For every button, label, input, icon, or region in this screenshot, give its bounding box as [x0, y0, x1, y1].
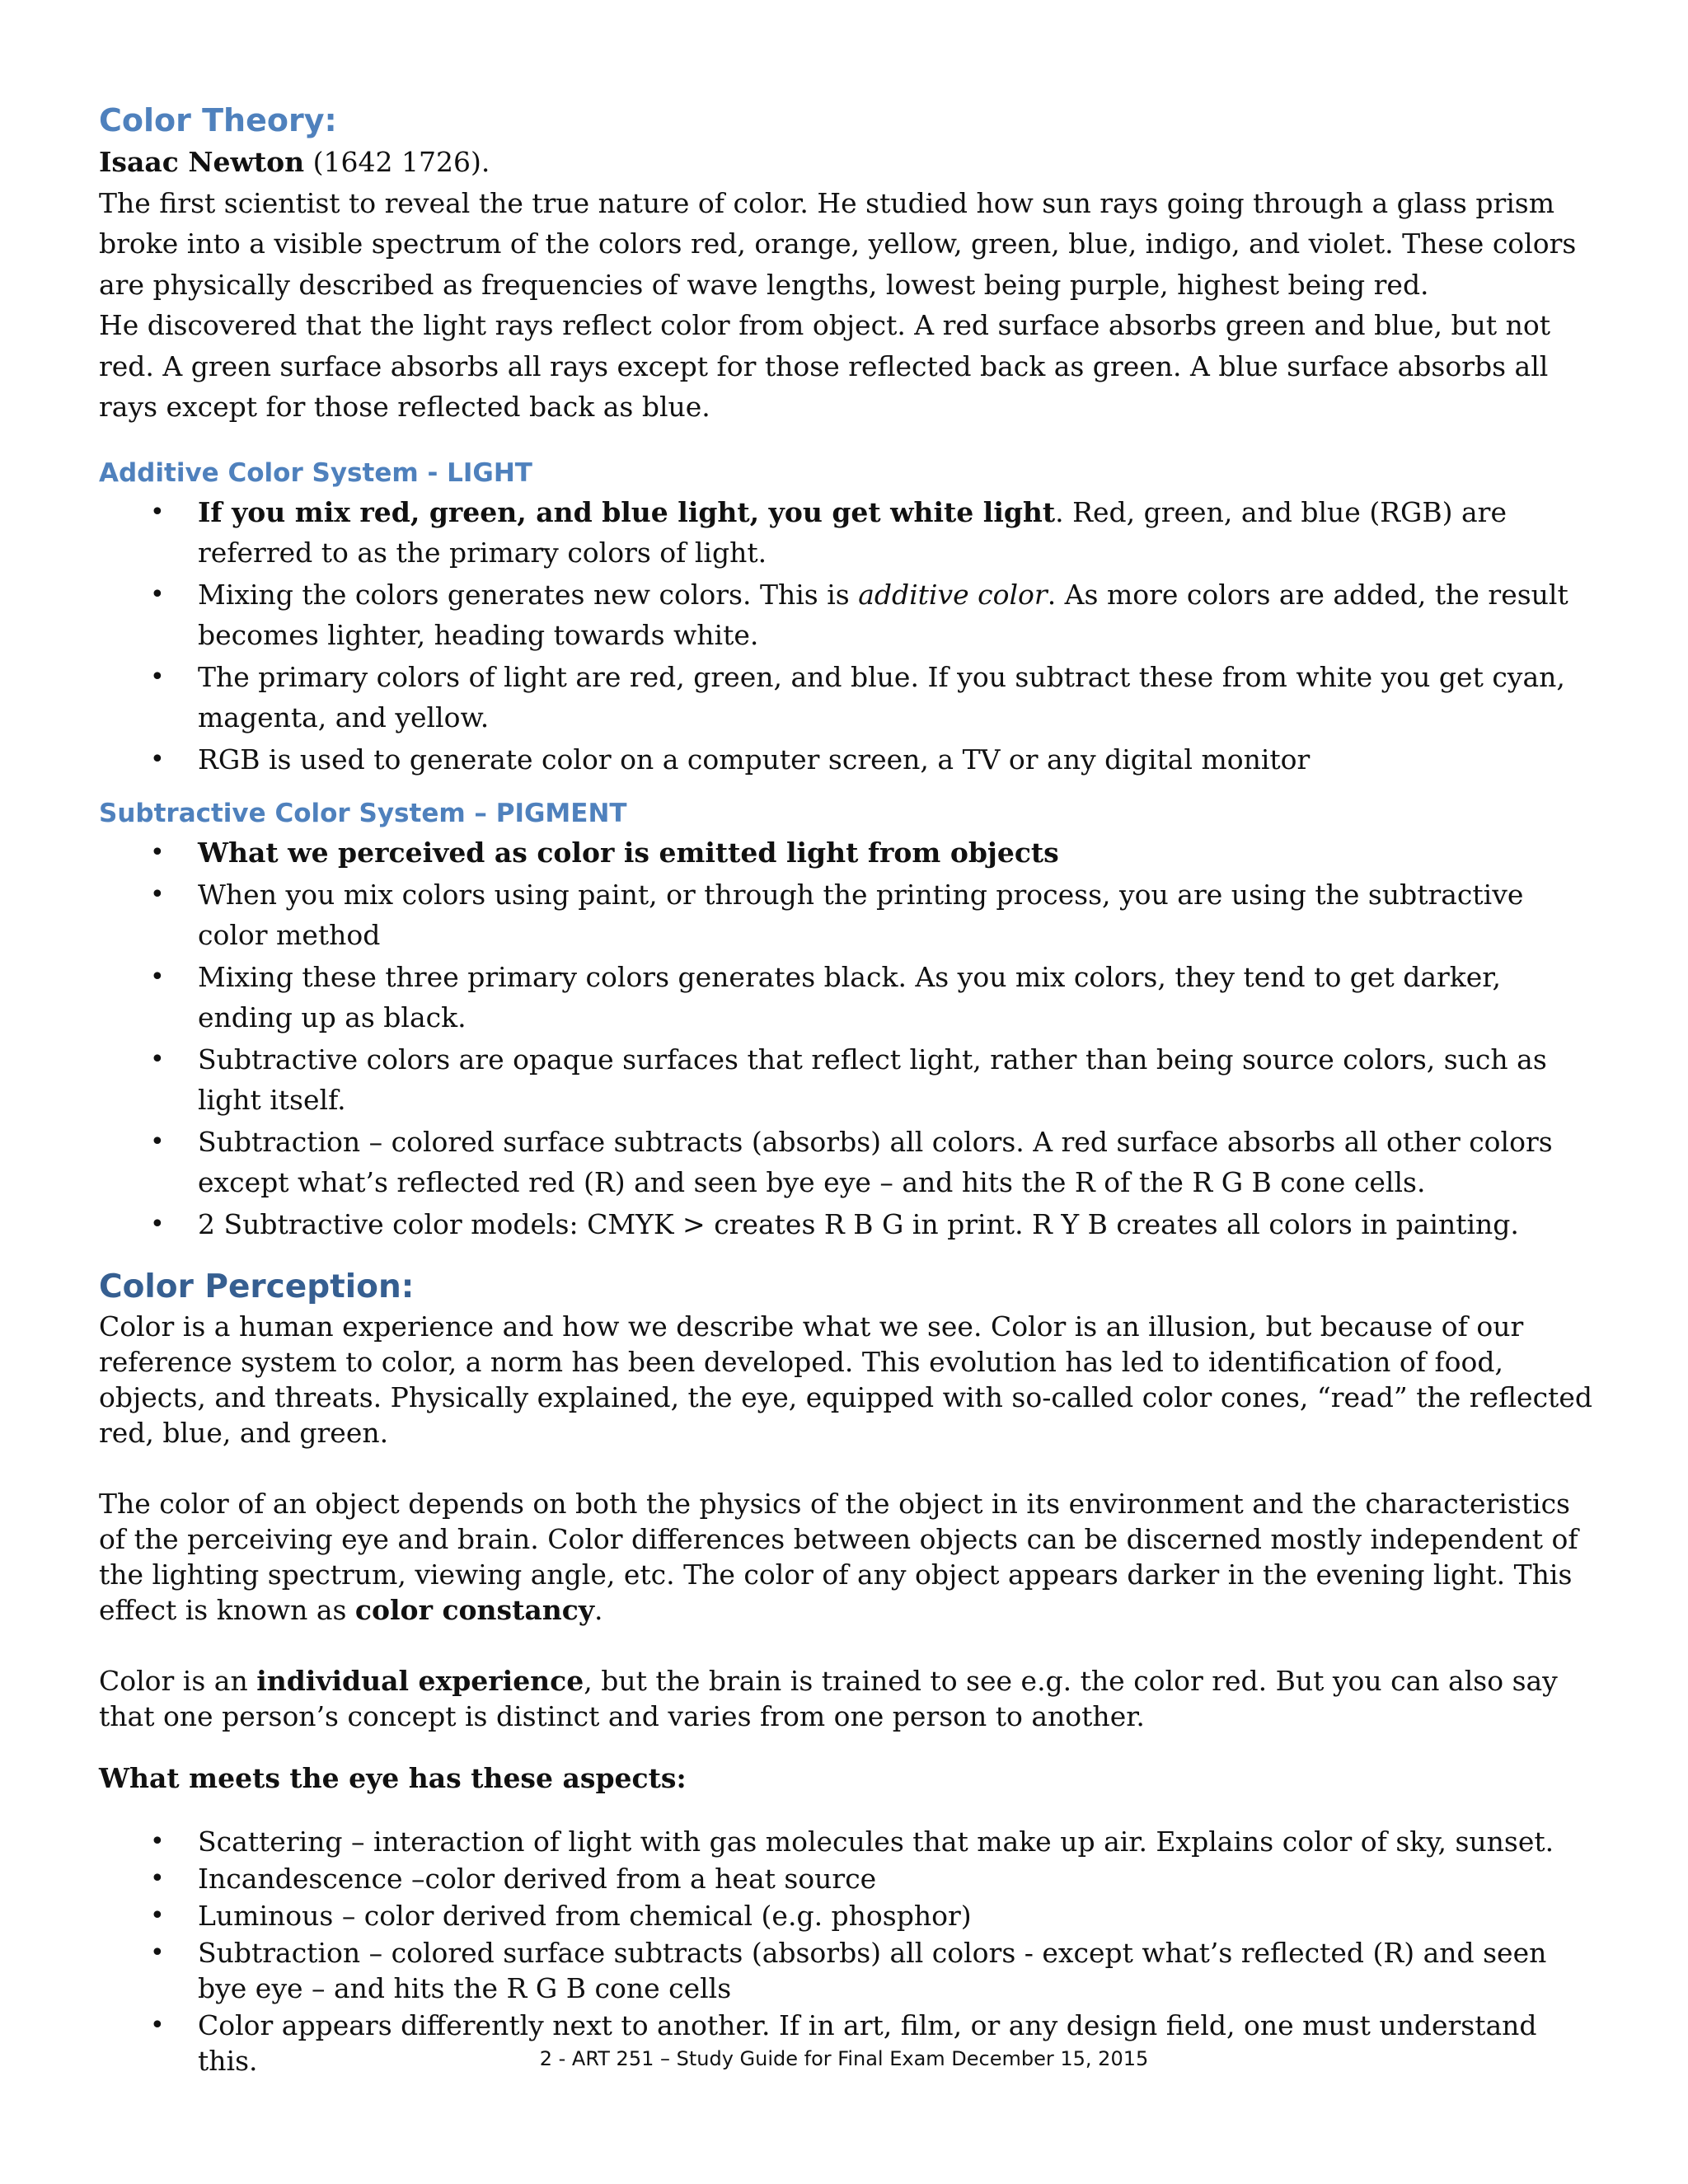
bullet-icon: •: [150, 962, 165, 991]
subtractive-item-3-text: Mixing these three primary colors generates black. As you mix colors, they tend to get darker, ending up as black.: [198, 960, 1501, 1033]
additive-item-2-rest: . As more colors are added, the result becomes lighter, heading towards white.: [198, 578, 1568, 651]
aspect-4-text: Subtraction – colored surface subtracts (absorbs) all colors - except what’s reflected (R) and seen bye eye – and hits the R G B cone cells: [198, 1937, 1547, 2004]
list-item: [99, 1039, 1599, 1121]
bullet-icon: •: [150, 497, 165, 527]
color-theory-heading: Color Theory:: [99, 102, 337, 138]
list-item: [99, 657, 1599, 738]
bullet-icon: •: [150, 1938, 165, 1967]
list-item: [99, 874, 1599, 956]
bullet-icon: •: [150, 744, 165, 774]
color-theory-paragraph-2: He discovered that the light rays reflect color from object. A red surface absorbs green and blue, but not red. A green surface absorbs all rays except for those reflected back as green. A blue surface absorbs all rays except for those reflected back as blue.: [99, 309, 1551, 423]
subtractive-item-2-text: When you mix colors using paint, or through the printing process, you are using the subtractive color method: [198, 878, 1524, 951]
bullet-icon: •: [150, 579, 165, 609]
subtractive-item-6-text: 2 Subtractive color models: CMYK > creates R B G in print. R Y B creates all colors in painting.: [198, 1207, 1519, 1240]
color-perception-heading: Color Perception:: [99, 1268, 415, 1305]
list-item: [99, 957, 1599, 1038]
additive-item-3-text: The primary colors of light are red, green, and blue. If you subtract these from white you get cyan, magenta, and yellow.: [198, 660, 1565, 733]
bullet-icon: •: [150, 1864, 165, 1893]
list-item: [99, 739, 1599, 780]
bullet-icon: •: [150, 879, 165, 909]
aspect-1-text: Scattering – interaction of light with gas molecules that make up air. Explains color of sky, sunset.: [198, 1825, 1554, 1858]
list-item: [99, 1204, 1599, 1245]
list-item: [99, 1861, 1599, 1896]
additive-item-2-italic: additive color: [858, 578, 1048, 611]
perception-paragraph-1: Color is a human experience and how we describe what we see. Color is an illusion, but because of our reference system to color, a norm has been developed. This evolution has led to identification of food, objects, and threats. Physically explained, the eye, equipped with so-called color cones, “read” the reflected red, blue, and green.: [99, 1310, 1592, 1449]
color-theory-paragraph-1: The first scientist to reveal the true nature of color. He studied how sun rays going through a glass prism broke into a visible spectrum of the colors red, orange, yellow, green, blue, indigo, and violet. These colors are physically described as frequencies of wave lengths, lowest being purple, highest being red.: [99, 186, 1577, 301]
aspects-heading: What meets the eye has these aspects:: [99, 1762, 687, 1794]
bullet-icon: •: [150, 662, 165, 691]
aspect-5-text: Color appears differently next to another. If in art, film, or any design field, one must understand this.: [198, 2009, 1537, 2077]
additive-item-1-bold: If you mix red, green, and blue light, you get white light: [198, 495, 1056, 528]
list-item: [99, 1898, 1599, 1933]
bullet-icon: •: [150, 1209, 165, 1239]
document-page: [99, 99, 1599, 2080]
subtractive-list: [99, 832, 1599, 1244]
list-item: [99, 1935, 1599, 2006]
bullet-icon: •: [150, 2011, 165, 2040]
perception-paragraph-3-rest: , but the brain is trained to see e.g. the color red. But you can also say that one person’s concept is distinct and varies from one person to another.: [99, 1665, 1558, 1732]
aspect-2-text: Incandescence –color derived from a heat source: [198, 1863, 877, 1895]
additive-item-4-text: RGB is used to generate color on a computer screen, a TV or any digital monitor: [198, 743, 1311, 776]
list-item: [99, 574, 1599, 656]
perception-paragraph-3-text: Color is an: [99, 1665, 257, 1697]
page-footer: 2 - ART 251 – Study Guide for Final Exam December 15, 2015: [539, 2047, 1149, 2070]
bullet-icon: •: [150, 1044, 165, 1074]
bullet-icon: •: [150, 1901, 165, 1930]
newton-name: Isaac Newton: [99, 146, 305, 178]
list-item: [99, 1824, 1599, 1859]
color-constancy-term: color constancy: [354, 1594, 595, 1626]
individual-experience-term: individual experience: [256, 1665, 584, 1697]
perception-paragraph-2-text: The color of an object depends on both the physics of the object in its environment and the characteristics of the perceiving eye and brain. Color differences between objects can be discerned mostly independent of the lighting spectrum, viewing angle, etc. The color of any object appears darker in the evening light. This effect is known as: [99, 1488, 1578, 1626]
bullet-icon: •: [150, 838, 165, 867]
perception-paragraph-3: [99, 1663, 1599, 1734]
newton-dates: (1642 1726).: [304, 146, 490, 178]
newton-line: [99, 142, 1599, 183]
perception-paragraph-2-end: .: [594, 1594, 603, 1626]
subtractive-item-5-text: Subtraction – colored surface subtracts (absorbs) all colors. A red surface absorbs all other colors except what’s reflected red (R) and seen bye eye – and hits the R of the R G B cone cells.: [198, 1125, 1553, 1198]
subtractive-heading: Subtractive Color System – PIGMENT: [99, 799, 627, 828]
aspect-3-text: Luminous – color derived from chemical (e.g. phosphor): [198, 1900, 972, 1932]
additive-list: [99, 492, 1599, 780]
list-item: [99, 1122, 1599, 1203]
bullet-icon: •: [150, 1827, 165, 1856]
subtractive-item-1-bold: What we perceived as color is emitted light from objects: [198, 837, 1059, 869]
subtractive-item-4-text: Subtractive colors are opaque surfaces that reflect light, rather than being source colors, such as light itself.: [198, 1043, 1547, 1116]
perception-paragraph-2: [99, 1486, 1599, 1628]
aspects-list: [99, 1824, 1599, 2079]
additive-heading: Additive Color System - LIGHT: [99, 457, 532, 488]
list-item: [99, 832, 1599, 874]
additive-item-1-text: . Red, green, and blue (RGB) are referred to as the primary colors of light.: [198, 495, 1507, 569]
additive-item-2-text: Mixing the colors generates new colors. This is: [198, 578, 859, 611]
list-item: [99, 492, 1599, 574]
bullet-icon: •: [150, 1127, 165, 1156]
